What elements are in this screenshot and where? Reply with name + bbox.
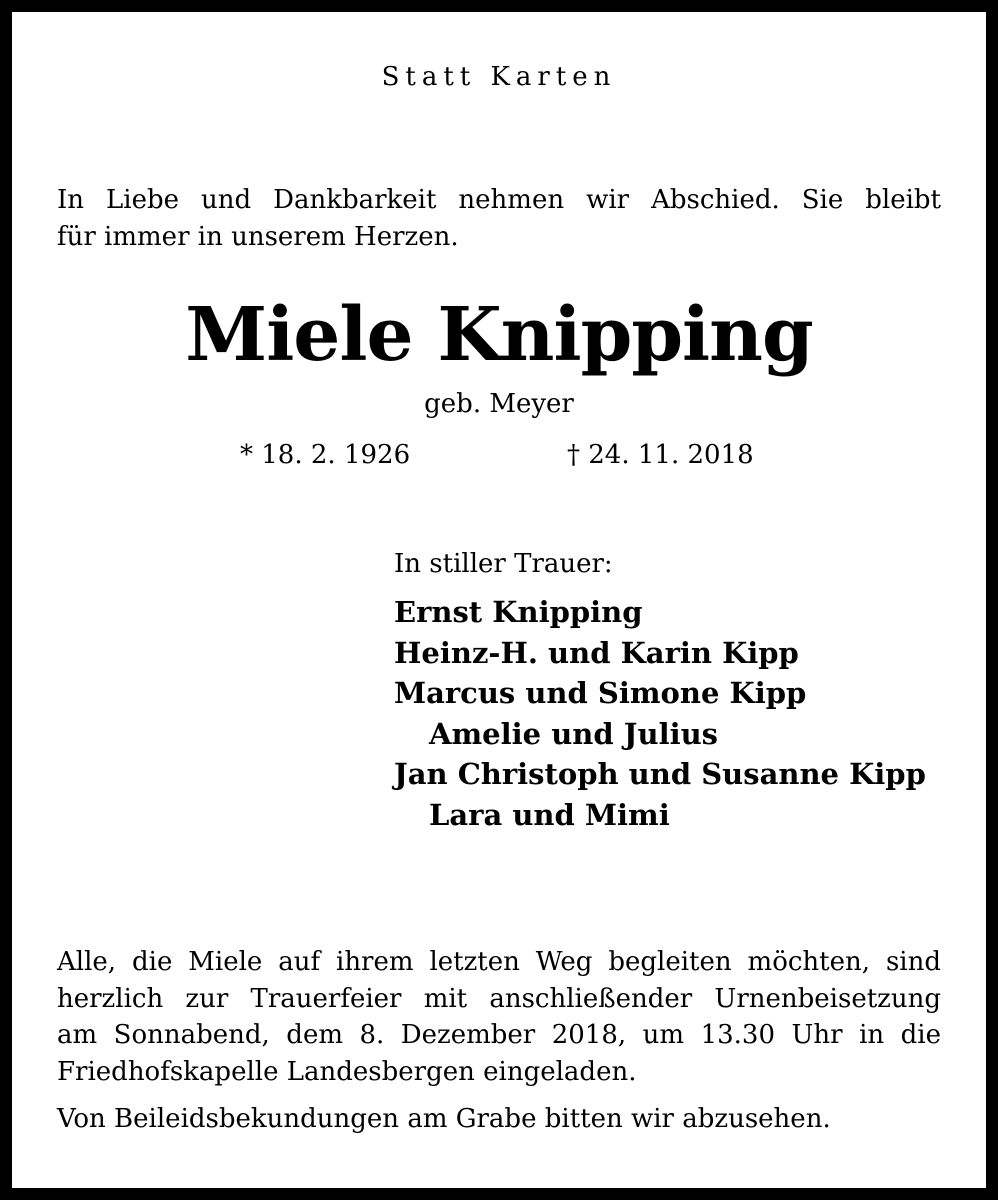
death-date: † 24. 11. 2018 [567, 440, 754, 470]
mourner-name: Lara und Mimi [429, 797, 670, 832]
invitation-line: am Sonnabend, dem 8. Dezember 2018, um 13.30 Uhr in die [57, 1020, 941, 1050]
condolence-request: Von Beileidsbekundungen am Grabe bitten wir abzusehen. [57, 1104, 831, 1134]
invitation-line: Alle, die Miele auf ihrem letzten Weg begleiten möchten, sind [57, 947, 941, 977]
mourners-block [394, 549, 926, 835]
invitation-line: herzlich zur Trauerfeier mit anschließender Urnenbeisetzung [57, 983, 941, 1014]
mourners-label: In stiller Trauer: [394, 549, 613, 579]
intro-line: In Liebe und Dankbarkeit nehmen wir Abschied. Sie bleibt [57, 185, 941, 215]
header-statt-karten: Statt Karten [381, 62, 617, 92]
mourner-name: Jan Christoph und Susanne Kipp [394, 757, 926, 791]
mourner-name: Marcus und Simone Kipp [394, 676, 807, 710]
mourner-name: Ernst Knipping [394, 595, 643, 629]
invitation-text [57, 944, 941, 1090]
mourner-name: Amelie und Julius [429, 716, 719, 751]
intro-line: für immer in unserem Herzen. [57, 222, 459, 252]
intro-text [57, 182, 941, 256]
deceased-name: Miele Knipping [185, 292, 813, 378]
invitation-line: Friedhofskapelle Landesbergen eingeladen. [57, 1056, 637, 1087]
maiden-name: geb. Meyer [424, 389, 574, 419]
birth-date: * 18. 2. 1926 [240, 440, 411, 470]
mourner-name: Heinz-H. und Karin Kipp [394, 635, 799, 670]
